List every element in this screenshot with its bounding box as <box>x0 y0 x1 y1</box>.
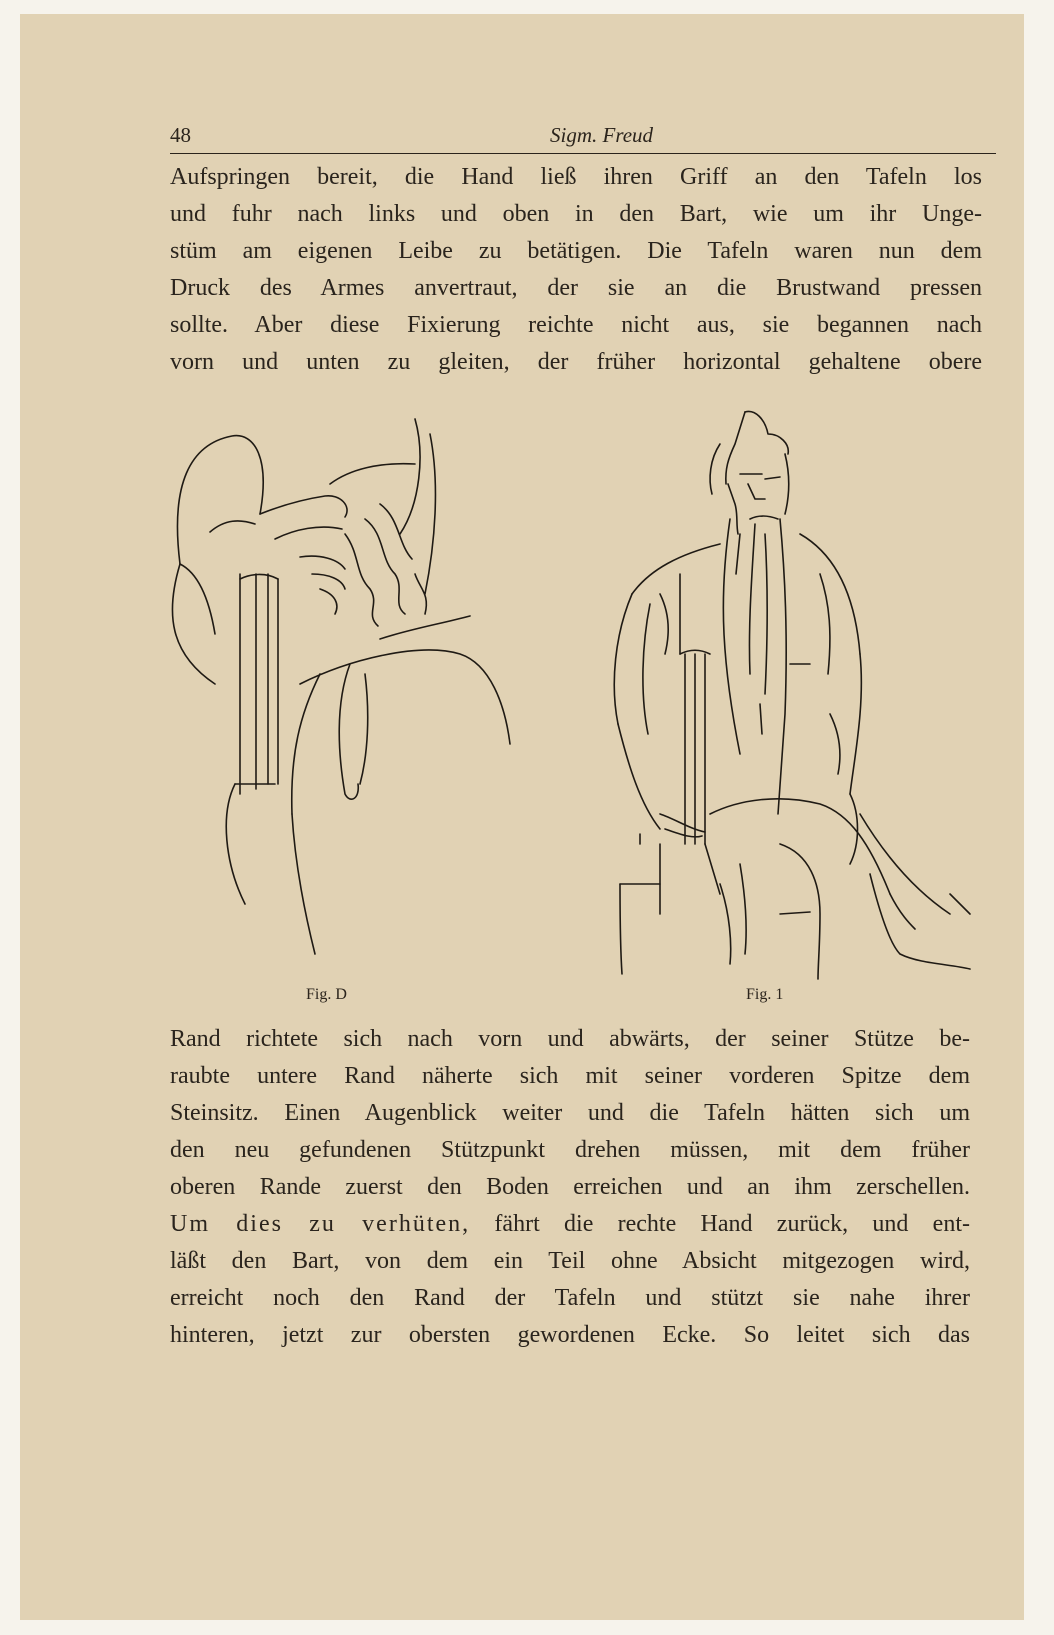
figure-caption-right: Fig. 1 <box>746 986 784 1003</box>
figure-d-drawing <box>172 419 510 954</box>
spaced-emphasis: Um dies zu verhüten, <box>170 1211 471 1237</box>
text-line: oberen Rande zuerst den Boden erreichen und an ihm zerschellen. <box>170 1174 970 1200</box>
text-line: raubte untere Rand näherte sich mit seiner vorderen Spitze dem <box>170 1063 970 1089</box>
figure-caption-left: Fig. D <box>306 986 347 1003</box>
page-number: 48 <box>170 123 191 147</box>
text-line: Druck des Armes anvertraut, der sie an die Brustwand pressen <box>170 275 982 301</box>
book-page <box>20 14 1024 1620</box>
text-line: den neu gefundenen Stützpunkt drehen müssen, mit dem früher <box>170 1137 970 1163</box>
text-fragment: fährt die rechte Hand zurück, und ent- <box>470 1211 970 1237</box>
text-line: vorn und unten zu gleiten, der früher horizontal gehaltene obere <box>170 349 982 375</box>
paragraph-bottom <box>170 1021 970 1354</box>
text-line: läßt den Bart, von dem ein Teil ohne Absicht mitgezogen wird, <box>170 1248 970 1274</box>
text-line: stüm am eigenen Leibe zu betätigen. Die Tafeln waren nun dem <box>170 238 982 264</box>
paragraph-top <box>170 159 982 381</box>
text-line: Steinsitz. Einen Augenblick weiter und die Tafeln hätten sich um <box>170 1100 970 1126</box>
text-line: hinteren, jetzt zur obersten gewordenen Ecke. So leitet sich das <box>170 1322 970 1348</box>
text-line: Rand richtete sich nach vorn und abwärts, der seiner Stütze be- <box>170 1026 970 1052</box>
running-head: Sigm. Freud <box>550 123 654 147</box>
text-line: Aufspringen bereit, die Hand ließ ihren Griff an den Tafeln los <box>170 164 982 190</box>
figure-1-drawing <box>614 411 970 979</box>
page-header <box>170 113 996 154</box>
text-line: erreicht noch den Rand der Tafeln und stützt sie nahe ihrer <box>170 1285 970 1311</box>
text-line: sollte. Aber diese Fixierung reichte nicht aus, sie begannen nach <box>170 312 982 338</box>
text-line: und fuhr nach links und oben in den Bart, wie um ihr Unge- <box>170 201 982 227</box>
text-line <box>170 1206 970 1243</box>
